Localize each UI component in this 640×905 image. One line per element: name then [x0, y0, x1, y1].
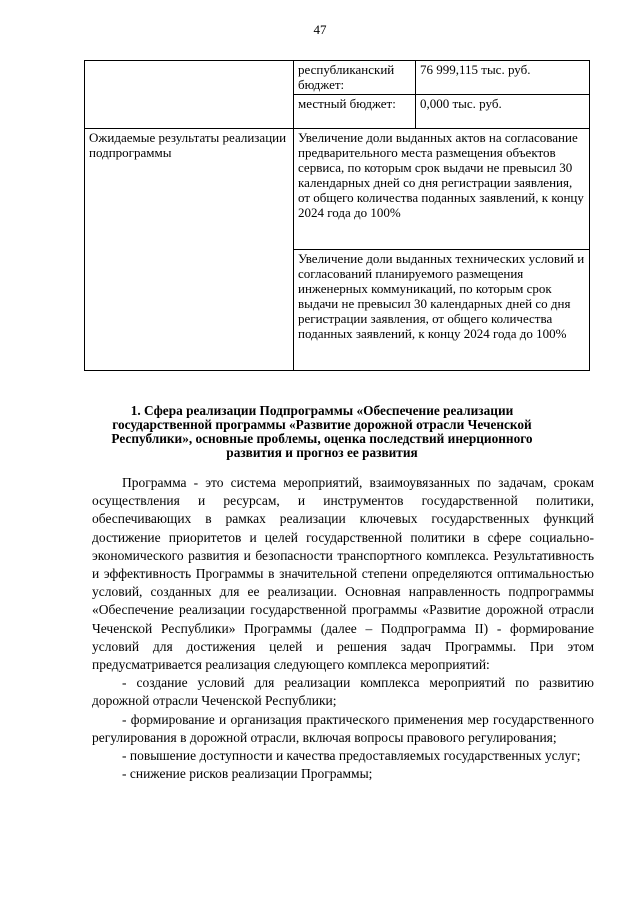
list-item: - снижение рисков реализации Программы; — [122, 766, 373, 782]
budget-value-local: 0,000 тыс. руб. — [416, 95, 590, 129]
expected-result-1: Увеличение доли выданных актов на согласование предварительного места размещения объектов сервиса, по которым срок выдачи не превысил 30 календарных дней со дня регистрации заявления, от общего количества поданных заявлений, к концу 2024 года до 100% — [294, 129, 590, 250]
expected-results-label: Ожидаемые результаты реализации подпрограммы — [85, 129, 294, 371]
list-item: - формирование и организация практического применения мер государственного регулирования в дорожной отрасли, включая вопросы правового регулирования; — [92, 711, 594, 745]
budget-value-republic: 76 999,115 тыс. руб. — [416, 61, 590, 95]
table-cell-empty — [85, 61, 294, 129]
section-title: 1. Сфера реализации Подпрограммы «Обеспечение реализации государственной программы «Развитие дорожной отрасли Чеченской Республики», основные проблемы, оценка последствий инерционного развития и прогноз ее развития — [111, 403, 533, 460]
budget-label-local: местный бюджет: — [294, 95, 416, 129]
intro-paragraph: Программа - это система мероприятий, взаимоувязанных по задачам, срокам осуществления и ресурсам, и инструментов государственной политики, обеспечивающих в рамках реализации ключевых государственных функций достижение приоритетов и целей государственной политики в сфере социально-экономического развития и безопасности транспортного комплекса. Результативность и эффективность Программы в значительной степени определяются оптимальностью условий, созданных для ее реализации. Основная направленность подпрограммы «Обеспечение реализации государственной программы «Развитие дорожной отрасли Чеченской Республики» Программы (далее – Подпрограмма II) - формирование условий для достижения целей и решения задач Программы. При этом предусматривается реализация следующего комплекса мероприятий: — [92, 475, 594, 673]
table-row — [85, 61, 590, 95]
expected-result-2: Увеличение доли выданных технических условий и согласований планируемого размещения инженерных коммуникаций, по которым срок выдачи не превысил 30 календарных дней со дня регистрации заявления, от общего количества поданных заявлений, к концу 2024 года до 100% — [294, 250, 590, 371]
page-number: 47 — [313, 22, 327, 37]
list-item: - повышение доступности и качества предоставляемых государственных услуг; — [122, 748, 581, 764]
subprogram-passport-table — [84, 60, 590, 371]
budget-label-republic: республиканский бюджет: — [294, 61, 416, 95]
body-text — [92, 474, 594, 783]
list-item: - создание условий для реализации комплекса мероприятий по развитию дорожной отрасли Чеченской Республики; — [92, 675, 594, 709]
table-row — [85, 129, 590, 250]
